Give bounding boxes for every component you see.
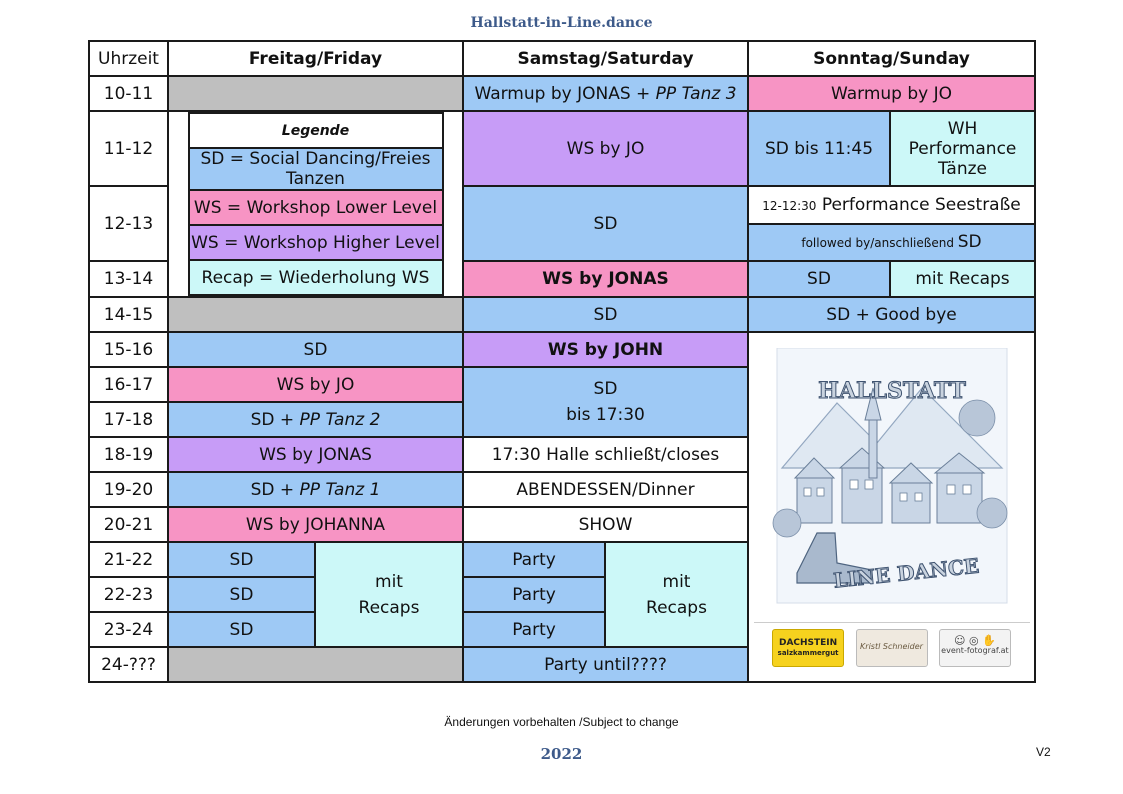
sat-ws-john: WS by JOHN <box>463 332 748 367</box>
legend-cell <box>168 111 463 297</box>
hallstatt-line-dance-logo <box>757 348 1027 613</box>
legend-sd: SD = Social Dancing/Freies Tanzen <box>189 148 443 190</box>
version-label: V2 <box>1036 745 1051 759</box>
fri-sd-pp1: SD + PP Tanz 1 <box>168 472 463 507</box>
time-cell: 24-??? <box>89 647 168 682</box>
sat-sd-1213: SD <box>463 186 748 261</box>
header-friday: Freitag/Friday <box>168 41 463 76</box>
fri-recaps: mit Recaps <box>315 542 463 647</box>
time-cell: 17-18 <box>89 402 168 437</box>
sponsor-event-fotograf: ☺ ◎ ✋ event-fotograf.at <box>939 629 1011 667</box>
logo-word-hallstatt: HALLSTATT <box>817 377 966 404</box>
legend-title: Legende <box>189 113 443 148</box>
time-cell: 20-21 <box>89 507 168 542</box>
sponsor-signature: Kristl Schneider <box>856 629 928 667</box>
fri-ws-jonas: WS by JONAS <box>168 437 463 472</box>
sat-ws-jo: WS by JO <box>463 111 748 186</box>
sat-party-2223: Party <box>463 577 605 612</box>
friday-free-end <box>168 647 463 682</box>
fri-sd-pp2: SD + PP Tanz 2 <box>168 402 463 437</box>
sat-dinner: ABENDESSEN/Dinner <box>463 472 748 507</box>
time-cell: 10-11 <box>89 76 168 111</box>
friday-free-top <box>168 76 463 111</box>
header-time: Uhrzeit <box>89 41 168 76</box>
logo-word-line-dance: LINE DANCE <box>831 552 980 593</box>
time-cell: 18-19 <box>89 437 168 472</box>
header-row <box>89 41 1035 76</box>
time-cell: 15-16 <box>89 332 168 367</box>
row-10-11 <box>89 76 1035 111</box>
sun-wh-performance: WH Performance Tänze <box>890 111 1035 186</box>
sun-sd-1145: SD bis 11:45 <box>748 111 890 186</box>
sat-party-2122: Party <box>463 542 605 577</box>
sponsor-dachstein: DACHSTEIN salzkammergut <box>772 629 844 667</box>
sat-ws-jonas: WS by JONAS <box>463 261 748 297</box>
sun-recaps-1314: mit Recaps <box>890 261 1035 297</box>
fri-ws-jo: WS by JO <box>168 367 463 402</box>
legend-box <box>188 112 444 296</box>
sat-sd-1618: SD bis 17:30 <box>463 367 748 437</box>
time-cell: 11-12 <box>89 111 168 186</box>
fri-sd-2223: SD <box>168 577 315 612</box>
time-cell: 14-15 <box>89 297 168 332</box>
sat-party-2324: Party <box>463 612 605 647</box>
fri-sd-2122: SD <box>168 542 315 577</box>
sun-goodbye: SD + Good bye <box>748 297 1035 332</box>
row-14-15 <box>89 297 1035 332</box>
fri-sd-1516: SD <box>168 332 463 367</box>
document-title: Hallstatt-in-Line.dance <box>470 15 653 31</box>
legend-ws-higher: WS = Workshop Higher Level <box>189 225 443 260</box>
sat-show: SHOW <box>463 507 748 542</box>
sun-performance: 12-12:30 Performance Seestraße followed by/anschließend SD <box>748 186 1035 261</box>
time-cell: 12-13 <box>89 186 168 261</box>
year-label: 2022 <box>540 745 583 763</box>
time-cell: 19-20 <box>89 472 168 507</box>
camera-icon: ☺ ◎ ✋ <box>954 633 996 647</box>
header-sunday: Sonntag/Sunday <box>748 41 1035 76</box>
sat-party-until: Party until???? <box>463 647 748 682</box>
header-saturday: Samstag/Saturday <box>463 41 748 76</box>
sat-sd-1415: SD <box>463 297 748 332</box>
friday-free-1415 <box>168 297 463 332</box>
sat-warmup: Warmup by JONAS + PP Tanz 3 <box>463 76 748 111</box>
fri-ws-johanna: WS by JOHANNA <box>168 507 463 542</box>
logo-area <box>754 348 1030 667</box>
time-cell: 23-24 <box>89 612 168 647</box>
sponsor-strip <box>754 622 1030 667</box>
row-15-16 <box>89 332 1035 367</box>
sun-sd-1314: SD <box>748 261 890 297</box>
fri-sd-2324: SD <box>168 612 315 647</box>
time-cell: 21-22 <box>89 542 168 577</box>
logo-cell <box>748 332 1035 682</box>
sat-recaps: mit Recaps <box>605 542 748 647</box>
change-note: Änderungen vorbehalten /Subject to change <box>444 715 679 729</box>
time-cell: 22-23 <box>89 577 168 612</box>
legend-ws-lower: WS = Workshop Lower Level <box>189 190 443 225</box>
legend-recap: Recap = Wiederholung WS <box>189 260 443 295</box>
time-cell: 13-14 <box>89 261 168 297</box>
row-11-12 <box>89 111 1035 186</box>
sat-hall-closes: 17:30 Halle schließt/closes <box>463 437 748 472</box>
time-cell: 16-17 <box>89 367 168 402</box>
schedule-table <box>88 40 1036 683</box>
sun-warmup: Warmup by JO <box>748 76 1035 111</box>
